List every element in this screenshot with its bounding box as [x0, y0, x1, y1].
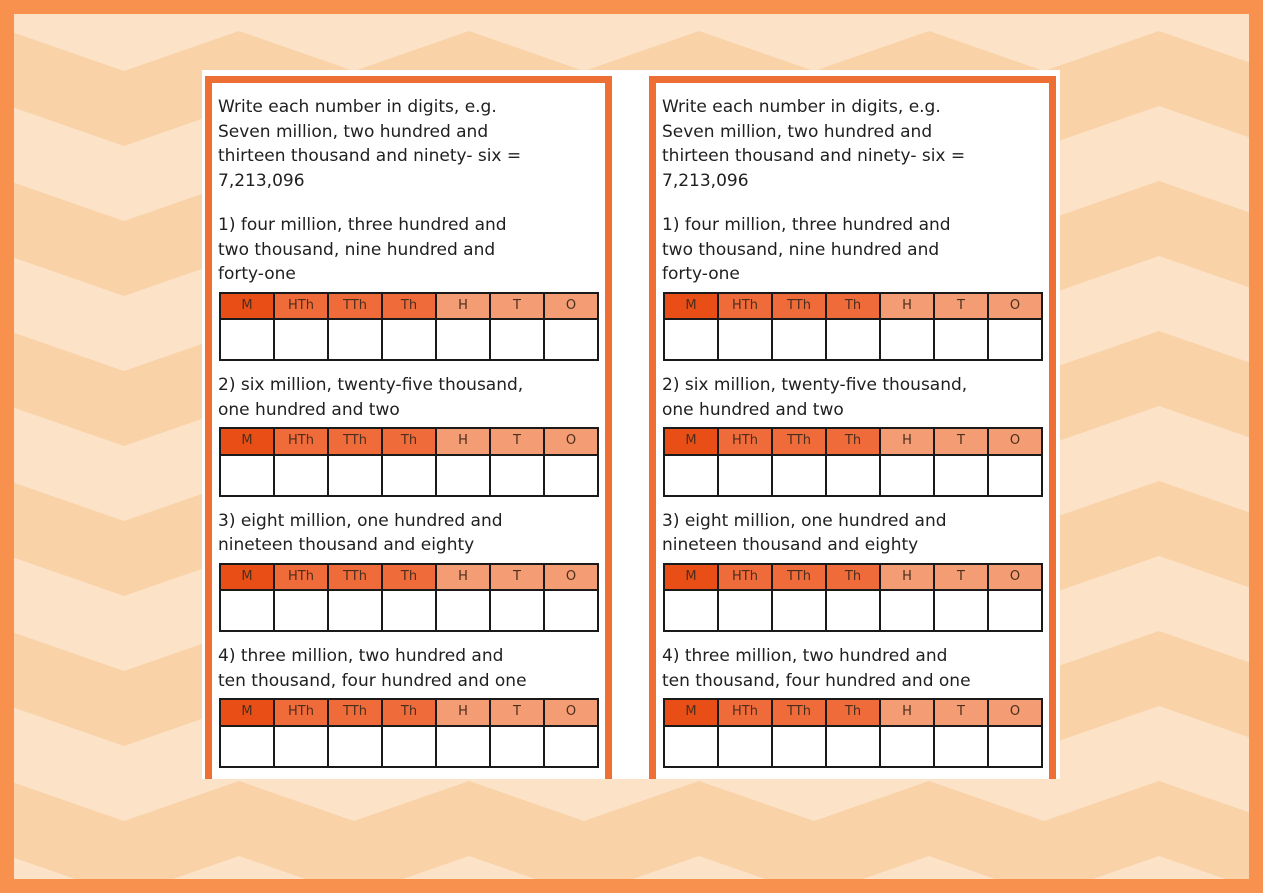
answer-cell — [718, 590, 772, 631]
column-header-ones: O — [544, 428, 598, 455]
answer-cell — [490, 455, 544, 496]
column-header-tens: T — [934, 699, 988, 726]
answer-cell — [772, 590, 826, 631]
problem-text-line: ten thousand, four hundred and one — [662, 670, 971, 691]
problem-text-line: 4) three million, two hundred and — [218, 646, 504, 666]
column-header-hundreds: H — [880, 293, 934, 320]
place-value-table-4 — [219, 698, 599, 768]
answer-cell — [328, 590, 382, 631]
answer-row — [664, 455, 1042, 496]
answer-cell — [490, 726, 544, 767]
column-header-millions: M — [220, 564, 274, 591]
column-header-ten-thousands: TTh — [328, 293, 382, 320]
column-header-tens: T — [490, 293, 544, 320]
column-header-millions: M — [220, 699, 274, 726]
worksheet-panel-left — [205, 76, 612, 779]
answer-cell — [220, 455, 274, 496]
instructions-line: Seven million, two hundred and — [662, 121, 933, 142]
answer-cell — [544, 726, 598, 767]
table-header-row — [664, 699, 1042, 726]
column-header-ones: O — [988, 293, 1042, 320]
column-header-thousands: Th — [382, 293, 436, 320]
problem-text-line: two thousand, nine hundred and — [218, 239, 496, 260]
answer-cell — [988, 319, 1042, 360]
column-header-ten-thousands: TTh — [772, 428, 826, 455]
answer-row — [220, 455, 598, 496]
problem-4-text — [662, 644, 1043, 693]
column-header-ones: O — [988, 428, 1042, 455]
problem-2-text — [662, 373, 1043, 422]
problem-text-line: nineteen thousand and eighty — [662, 535, 919, 555]
problem-text-line: two thousand, nine hundred and — [662, 239, 940, 260]
answer-cell — [328, 455, 382, 496]
answer-cell — [544, 455, 598, 496]
problem-3-text — [662, 509, 1043, 558]
answer-row — [220, 590, 598, 631]
answer-cell — [436, 455, 490, 496]
table-header-row — [220, 428, 598, 455]
problem-4-text — [218, 644, 599, 693]
column-header-millions: M — [664, 564, 718, 591]
instructions-line: Write each number in digits, e.g. — [662, 97, 941, 117]
column-header-ten-thousands: TTh — [328, 428, 382, 455]
column-header-thousands: Th — [382, 564, 436, 591]
column-header-millions: M — [664, 293, 718, 320]
answer-cell — [382, 726, 436, 767]
answer-cell — [988, 726, 1042, 767]
answer-cell — [772, 455, 826, 496]
column-header-hundred-thousands: HTh — [718, 428, 772, 455]
place-value-table-2 — [219, 427, 599, 497]
answer-cell — [718, 455, 772, 496]
answer-cell — [544, 319, 598, 360]
problem-text-line: one hundred and two — [662, 399, 844, 420]
problem-text-line: 1) four million, three hundred and — [218, 215, 507, 235]
table-header-row — [220, 293, 598, 320]
answer-row — [664, 319, 1042, 360]
column-header-ten-thousands: TTh — [328, 699, 382, 726]
column-header-thousands: Th — [826, 293, 880, 320]
answer-cell — [220, 319, 274, 360]
problem-1-text — [662, 213, 1043, 287]
column-header-hundreds: H — [436, 293, 490, 320]
column-header-tens: T — [490, 428, 544, 455]
example-number: 7,213,096 — [218, 170, 305, 191]
answer-cell — [274, 319, 328, 360]
column-header-ten-thousands: TTh — [772, 293, 826, 320]
answer-cell — [934, 319, 988, 360]
column-header-ones: O — [988, 564, 1042, 591]
problem-text-line: 2) six million, twenty-five thousand, — [218, 375, 524, 395]
column-header-tens: T — [934, 428, 988, 455]
instructions-line: Seven million, two hundred and — [218, 121, 489, 142]
answer-cell — [220, 726, 274, 767]
answer-cell — [274, 590, 328, 631]
column-header-hundred-thousands: HTh — [274, 293, 328, 320]
answer-cell — [490, 319, 544, 360]
column-header-hundred-thousands: HTh — [274, 428, 328, 455]
column-header-tens: T — [490, 564, 544, 591]
panel-content — [656, 83, 1049, 768]
answer-cell — [934, 455, 988, 496]
place-value-table-4 — [663, 698, 1043, 768]
answer-cell — [436, 319, 490, 360]
answer-row — [220, 726, 598, 767]
column-header-ones: O — [544, 699, 598, 726]
column-header-hundreds: H — [436, 428, 490, 455]
problem-text-line: ten thousand, four hundred and one — [218, 670, 527, 691]
answer-cell — [664, 455, 718, 496]
answer-cell — [880, 590, 934, 631]
worksheet-panel-right — [649, 76, 1056, 779]
answer-cell — [988, 590, 1042, 631]
answer-cell — [274, 726, 328, 767]
problem-text-line: 1) four million, three hundred and — [662, 215, 951, 235]
column-header-hundreds: H — [436, 564, 490, 591]
column-header-ten-thousands: TTh — [772, 564, 826, 591]
answer-cell — [988, 455, 1042, 496]
column-header-tens: T — [934, 293, 988, 320]
column-header-hundreds: H — [880, 699, 934, 726]
answer-cell — [664, 590, 718, 631]
answer-cell — [382, 319, 436, 360]
answer-row — [664, 590, 1042, 631]
answer-cell — [880, 726, 934, 767]
answer-cell — [664, 319, 718, 360]
document-pages — [202, 70, 1060, 779]
place-value-table-3 — [219, 563, 599, 633]
column-header-tens: T — [490, 699, 544, 726]
answer-cell — [718, 319, 772, 360]
answer-cell — [934, 590, 988, 631]
place-value-table-1 — [663, 292, 1043, 362]
answer-cell — [826, 726, 880, 767]
table-header-row — [664, 564, 1042, 591]
problem-text-line: nineteen thousand and eighty — [218, 535, 475, 555]
column-header-ones: O — [544, 293, 598, 320]
answer-cell — [436, 590, 490, 631]
answer-cell — [220, 590, 274, 631]
problem-text-line: 2) six million, twenty-five thousand, — [662, 375, 968, 395]
column-header-hundred-thousands: HTh — [718, 699, 772, 726]
answer-cell — [772, 319, 826, 360]
problem-text-line: one hundred and two — [218, 399, 400, 420]
column-header-millions: M — [664, 428, 718, 455]
panel-content — [212, 83, 605, 768]
answer-row — [664, 726, 1042, 767]
column-header-hundreds: H — [880, 564, 934, 591]
answer-row — [220, 319, 598, 360]
column-header-millions: M — [664, 699, 718, 726]
column-header-thousands: Th — [382, 428, 436, 455]
instructions — [662, 95, 1043, 193]
problem-1-text — [218, 213, 599, 287]
answer-cell — [880, 455, 934, 496]
place-value-table-1 — [219, 292, 599, 362]
column-header-thousands: Th — [826, 564, 880, 591]
problem-text-line: 3) eight million, one hundred and — [218, 510, 503, 531]
instructions-line: thirteen thousand and ninety- six = — [218, 146, 522, 166]
column-header-hundred-thousands: HTh — [718, 564, 772, 591]
answer-cell — [826, 455, 880, 496]
answer-cell — [664, 726, 718, 767]
problem-text-line: 4) three million, two hundred and — [662, 646, 948, 666]
problem-text-line: forty-one — [662, 264, 740, 284]
column-header-ten-thousands: TTh — [328, 564, 382, 591]
column-header-ten-thousands: TTh — [772, 699, 826, 726]
answer-cell — [772, 726, 826, 767]
answer-cell — [490, 590, 544, 631]
column-header-hundred-thousands: HTh — [274, 699, 328, 726]
answer-cell — [544, 590, 598, 631]
example-number: 7,213,096 — [662, 170, 749, 191]
answer-cell — [718, 726, 772, 767]
column-header-ones: O — [988, 699, 1042, 726]
answer-cell — [328, 319, 382, 360]
problem-2-text — [218, 373, 599, 422]
column-header-tens: T — [934, 564, 988, 591]
answer-cell — [328, 726, 382, 767]
instructions — [218, 95, 599, 193]
table-header-row — [664, 428, 1042, 455]
answer-cell — [880, 319, 934, 360]
instructions-line: Write each number in digits, e.g. — [218, 97, 497, 117]
place-value-table-2 — [663, 427, 1043, 497]
answer-cell — [274, 455, 328, 496]
column-header-hundred-thousands: HTh — [274, 564, 328, 591]
column-header-millions: M — [220, 428, 274, 455]
column-header-thousands: Th — [382, 699, 436, 726]
answer-cell — [382, 590, 436, 631]
answer-cell — [826, 319, 880, 360]
column-header-thousands: Th — [826, 428, 880, 455]
column-header-hundreds: H — [436, 699, 490, 726]
answer-cell — [826, 590, 880, 631]
column-header-hundred-thousands: HTh — [718, 293, 772, 320]
table-header-row — [664, 293, 1042, 320]
problem-3-text — [218, 509, 599, 558]
column-header-thousands: Th — [826, 699, 880, 726]
problem-text-line: 3) eight million, one hundred and — [662, 510, 947, 531]
answer-cell — [934, 726, 988, 767]
column-header-ones: O — [544, 564, 598, 591]
table-header-row — [220, 564, 598, 591]
column-header-hundreds: H — [880, 428, 934, 455]
answer-cell — [382, 455, 436, 496]
place-value-table-3 — [663, 563, 1043, 633]
table-header-row — [220, 699, 598, 726]
problem-text-line: forty-one — [218, 264, 296, 284]
answer-cell — [436, 726, 490, 767]
column-header-millions: M — [220, 293, 274, 320]
instructions-line: thirteen thousand and ninety- six = — [662, 146, 966, 166]
